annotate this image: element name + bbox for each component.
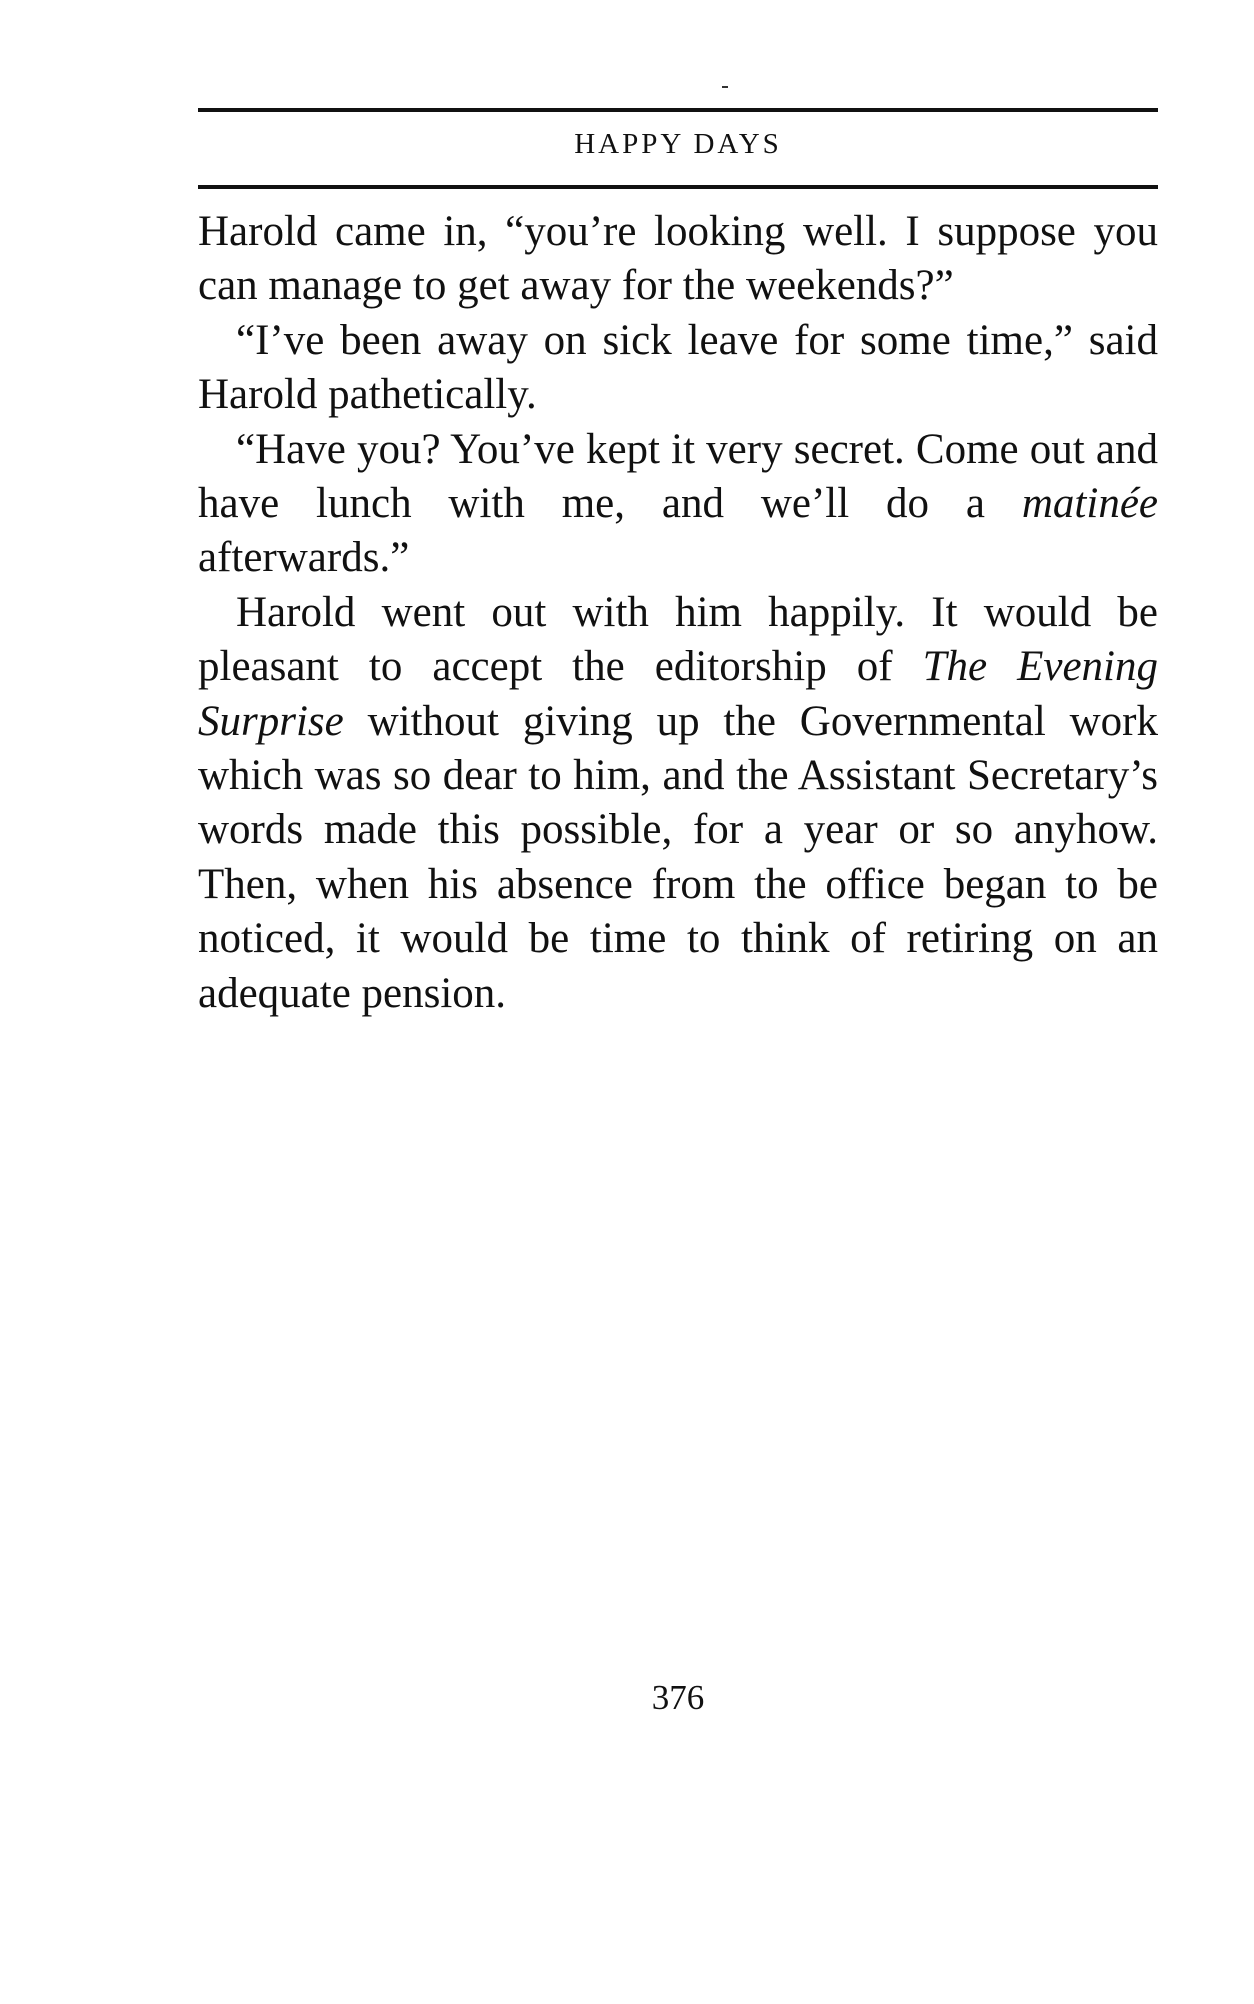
print-speck (722, 86, 728, 88)
italic-newspaper-title: The Evening Surprise (198, 643, 1158, 745)
paragraph-4-text-a: Harold went out with him happily. It would be pleasant to accept the editorship of (198, 588, 1158, 691)
paragraph-4 (198, 586, 1158, 1021)
paragraph-3-text-a: “Have you? You’ve kept it very secret. Come out and have lunch with me, and we’ll do a (198, 425, 1158, 528)
paragraph-1: Harold came in, “you’re looking well. I suppose you can manage to get away for the weekends?” (198, 208, 1158, 310)
paragraph-4-text-b: without giving up the Governmental work which was so dear to him, and the Assistant Secretary’s words made this possible, for a year or so anyhow. Then, when his absence from the office began to be noticed, it would be time to think of retiring on an adequate pension. (198, 697, 1158, 1017)
running-title: HAPPY DAYS (574, 128, 782, 160)
paragraph-2: “I’ve been away on sick leave for some time,” said Harold pathetically. (198, 316, 1158, 419)
header-rule-top (198, 108, 1158, 112)
body-text (198, 205, 1158, 1021)
paragraph-3-text-b: afterwards.” (198, 534, 410, 582)
header-rule-bottom (198, 185, 1158, 189)
italic-matinee: matinée (1021, 480, 1158, 528)
paragraph-3 (198, 423, 1158, 586)
page-number: 376 (651, 1678, 705, 1717)
